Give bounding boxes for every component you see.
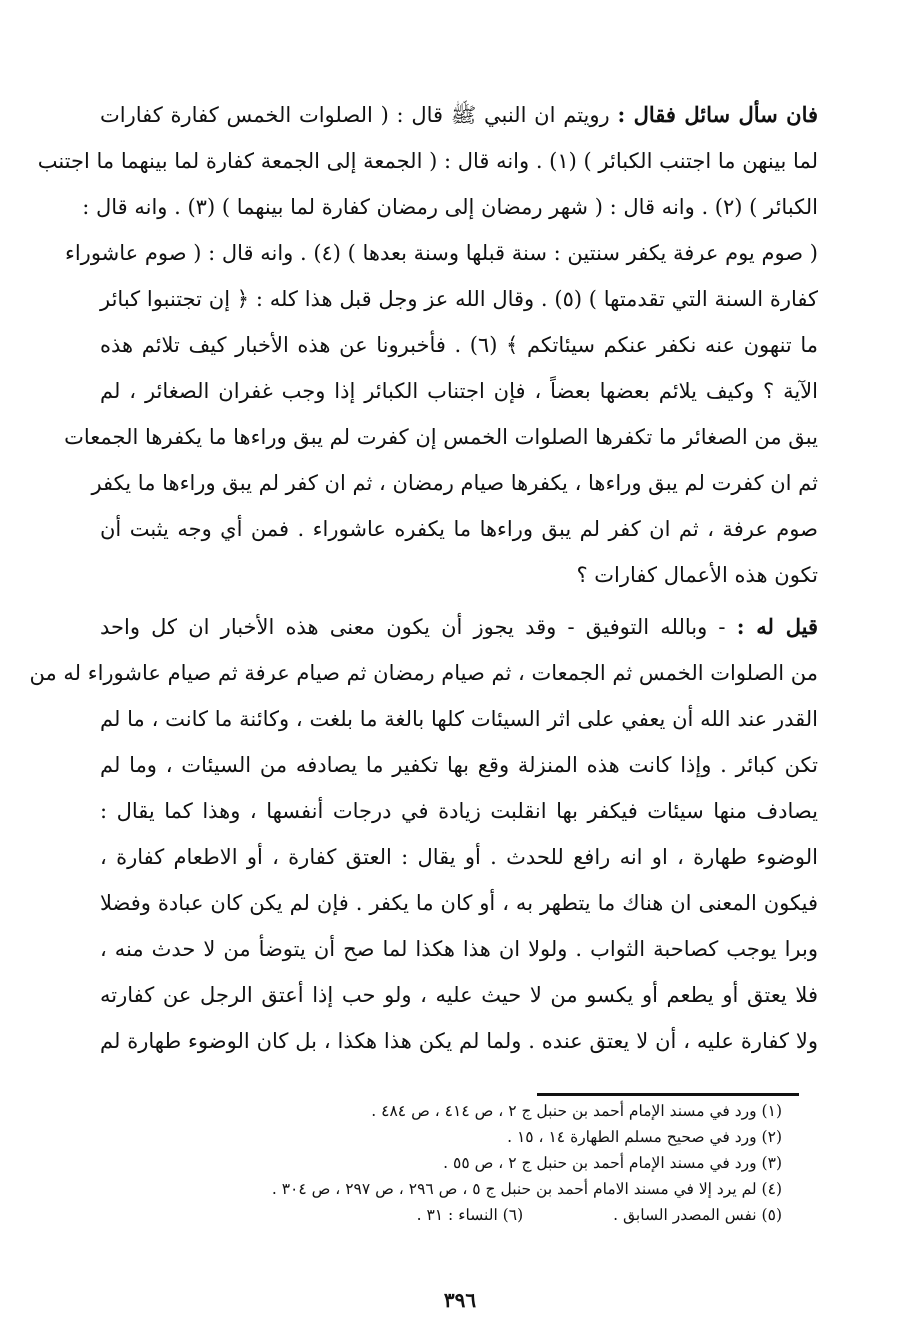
text-line: لما بينهن ما اجتنب الكبائر ) (١) . وانه قال : ( الجمعة إلى الجمعة كفارة لما بينهما ما اجتنب: [37, 149, 818, 173]
text-line: تكن كبائر . وإذا كانت هذه المنزلة وقع بها تكفير ما يصادفه من السيئات ، وما لم: [100, 753, 818, 777]
line-text: - وبالله التوفيق - وقد يجوز أن يكون معنى هذه الأخبار ان كل واحد: [100, 615, 737, 639]
text-line: فلا يعتق أو يطعم أو يكسو من لا حيث عليه ، ولو حب إذا أعتق الرجل عن كفارته: [100, 983, 818, 1007]
footnote: (١) ورد في مسند الإمام أحمد بن حنبل ج ٢ ، ص ٤١٤ ، ص ٤٨٤ .: [371, 1102, 782, 1120]
footnotes: [92, 1098, 782, 1228]
text-line: فيكون المعنى ان هناك ما يتطهر به ، أو كان ما يكفر . فإن لم يكن كان عبادة وفضلا: [100, 891, 818, 915]
text-line: صوم عرفة ، ثم ان كفر لم يبق وراءها ما يكفره عاشوراء . فمن أي وجه يثبت أن: [100, 517, 818, 541]
text-line: يصادف منها سيئات فيكفر بها انقلبت زيادة في درجات أنفسها ، وهذا كما يقال :: [100, 799, 818, 823]
text-line: القدر عند الله أن يعفي على اثر السيئات كلها بالغة ما بلغت ، وكائنة ما كانت ، ما لم: [100, 707, 818, 731]
answer-paragraph: [29, 604, 819, 1064]
footnote: (٢) ورد في صحيح مسلم الطهارة ١٤ ، ١٥ .: [507, 1128, 782, 1146]
footnote: (٣) ورد في مسند الإمام أحمد بن حنبل ج ٢ ، ص ٥٥ .: [443, 1154, 782, 1172]
footnote: [92, 1202, 782, 1228]
footnote-text: (٦) النساء : ٣١ .: [416, 1206, 524, 1224]
page-number: ٣٩٦: [443, 1288, 477, 1312]
paragraph-lead: فان سأل سائل فقال :: [617, 102, 819, 127]
text-line: ثم ان كفرت لم يبق وراءها ، يكفرها صيام رمضان ، ثم ان كفر لم يبق وراءها ما يكفر: [91, 471, 818, 495]
text-line: [100, 604, 818, 650]
footnote: (٤) لم يرد إلا في مسند الامام أحمد بن حنبل ج ٥ ، ص ٢٩٦ ، ص ٢٩٧ ، ص ٣٠٤ .: [271, 1180, 782, 1198]
text-line: وبرا يوجب كصاحبة الثواب . ولولا ان هذا هكذا لما صح أن يتوضأ من لا حدث منه ،: [100, 937, 818, 961]
text-line: الآية ؟ وكيف يلائم بعضها بعضاً ، فإن اجتناب الكبائر إذا وجب غفران الصغائر ، لم: [100, 379, 818, 403]
footnote-separator: [537, 1093, 799, 1096]
question-paragraph: [37, 92, 819, 598]
text-line: تكون هذه الأعمال كفارات ؟: [576, 563, 818, 587]
paragraph-lead: قيل له :: [736, 614, 819, 639]
text-line: ( صوم يوم عرفة يكفر سنتين : سنة قبلها وسنة بعدها ) (٤) . وانه قال : ( صوم عاشوراء: [64, 241, 818, 265]
text-line: ما تنهون عنه نكفر عنكم سيئاتكم ﴾ (٦) . فأخبرونا عن هذه الأخبار كيف تلائم هذه: [100, 333, 818, 357]
text-line: من الصلوات الخمس ثم الجمعات ، ثم صيام رمضان ثم صيام عرفة ثم صيام عاشوراء له من: [29, 661, 818, 685]
text-line: الكبائر ) (٢) . وانه قال : ( شهر رمضان إلى رمضان كفارة لما بينهما ) (٣) . وانه قال :: [82, 195, 818, 219]
footnote-text: (٥) نفس المصدر السابق .: [613, 1206, 782, 1224]
text-line: ولا كفارة عليه ، أن لا يعتق عنده . ولما لم يكن هذا هكذا ، بل كان الوضوء طهارة لم: [100, 1029, 818, 1053]
text-line: يبق من الصغائر ما تكفرها الصلوات الخمس إن كفرت لم يبق وراءها ما يكفرها الجمعات: [64, 425, 818, 449]
text-line: الوضوء طهارة ، او انه رافع للحدث . أو يقال : العتق كفارة ، أو الاطعام كفارة ،: [100, 845, 818, 869]
text-line: [100, 92, 818, 138]
line-text: رويتم ان النبي ﷺ قال : ( الصلوات الخمس كفارة كفارات: [100, 103, 618, 127]
text-line: كفارة السنة التي تقدمتها ) (٥) . وقال الله عز وجل قبل هذا كله : ﴿ إن تجتنبوا كبائر: [100, 287, 819, 311]
